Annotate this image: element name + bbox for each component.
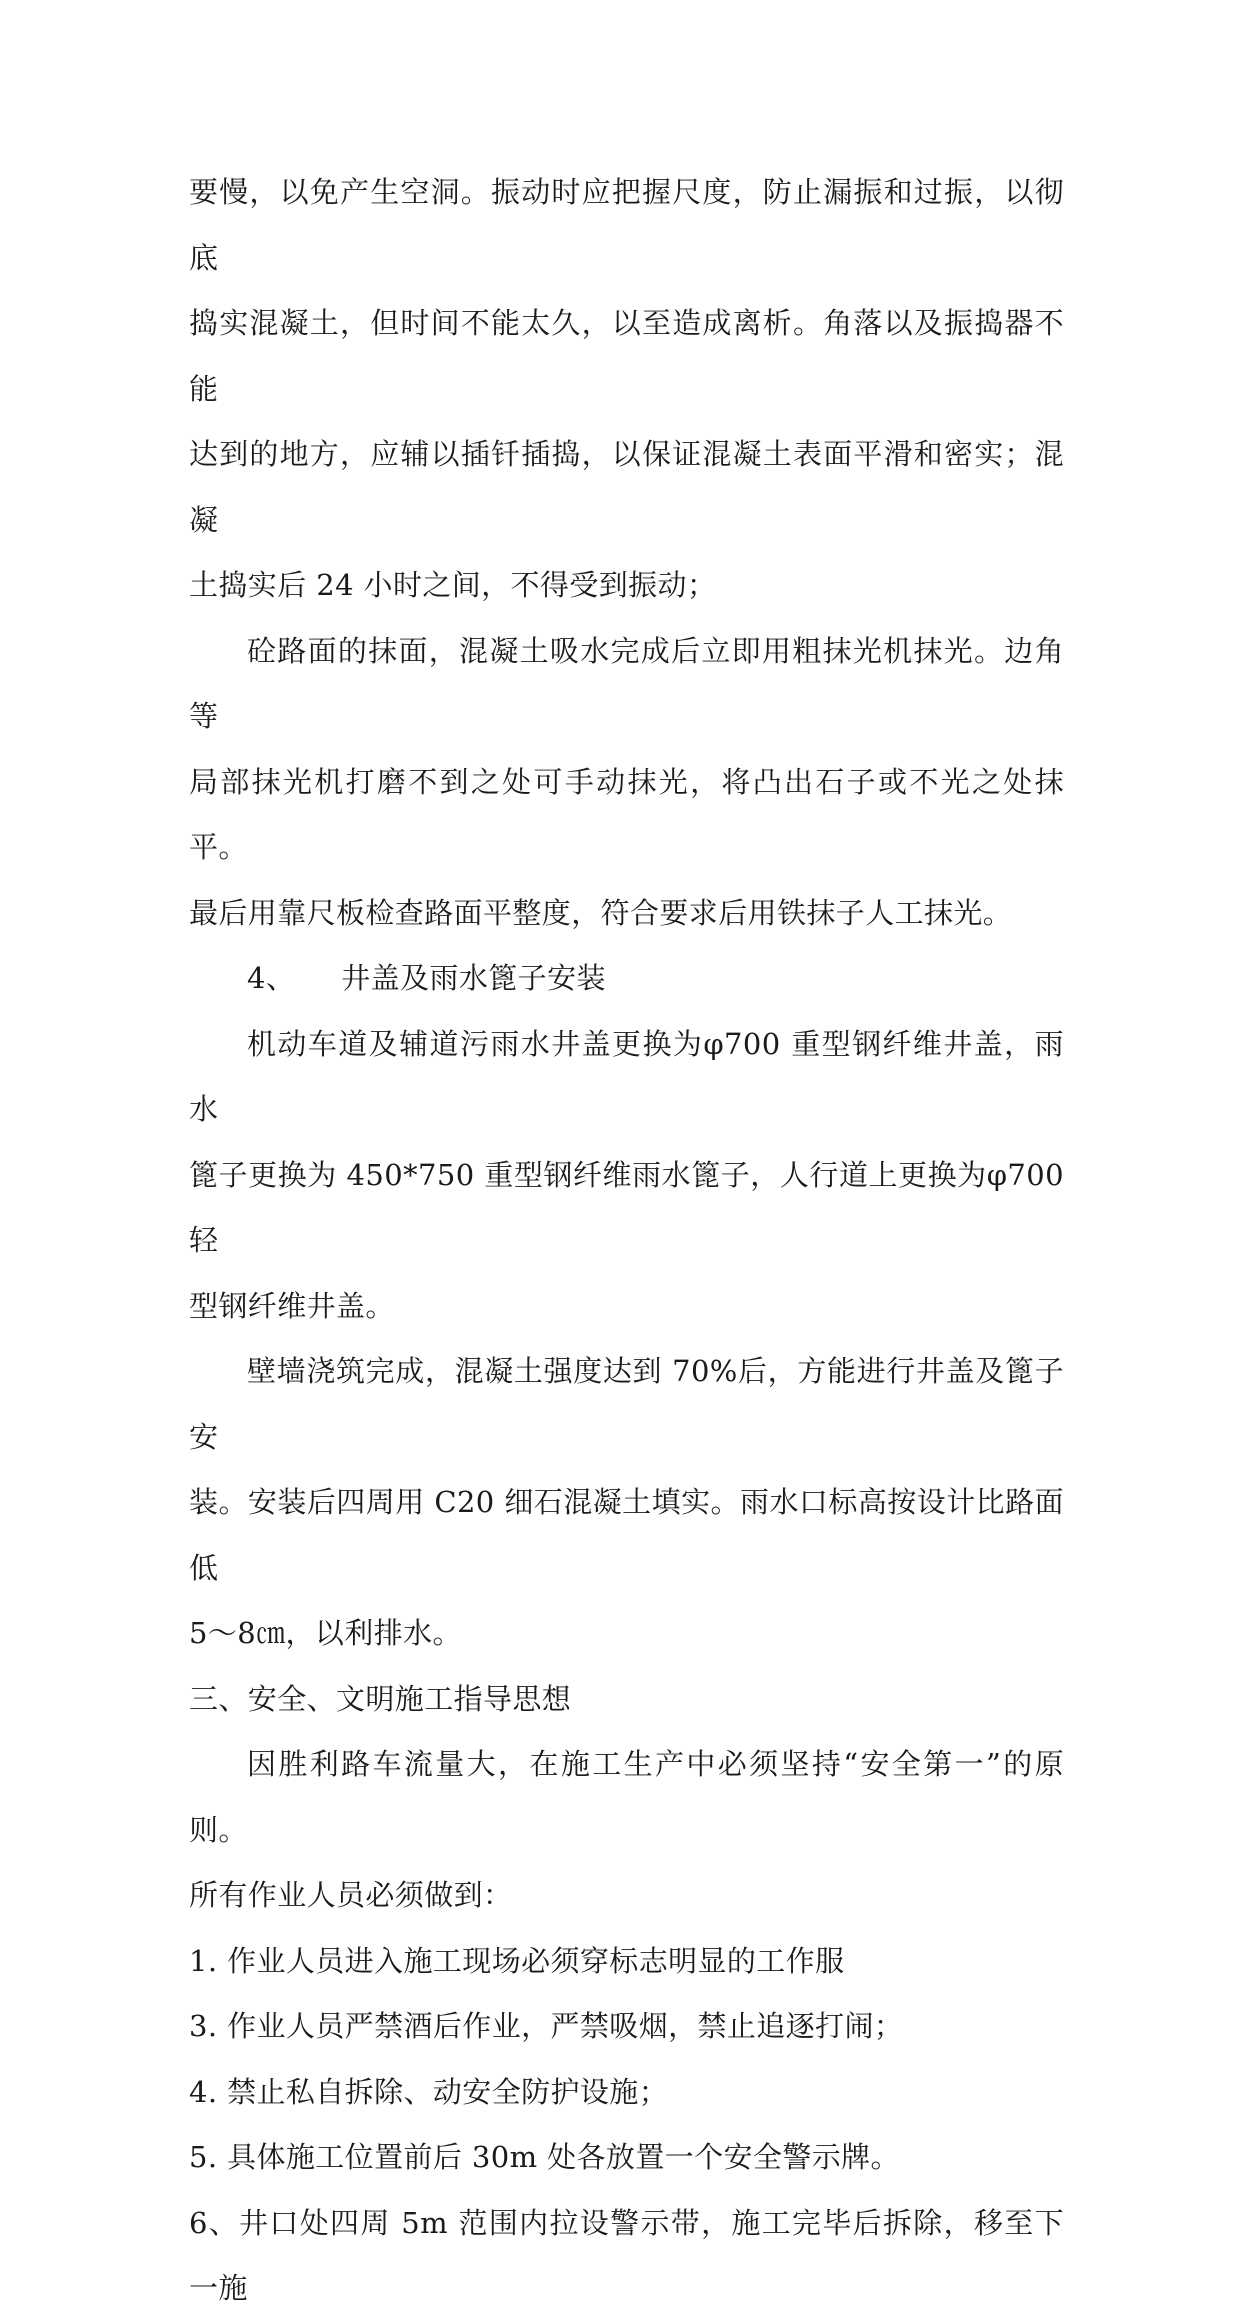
- section-number: 4、: [247, 961, 296, 995]
- section-title: 井盖及雨水篦子安装: [341, 961, 606, 995]
- text-line: 捣实混凝土，但时间不能太久，以至造成离析。角落以及振捣器不能: [189, 306, 1064, 406]
- text-line: 要慢，以免产生空洞。振动时应把握尺度，防止漏振和过振，以彻底: [189, 175, 1064, 275]
- text-line: 壁墙浇筑完成，混凝土强度达到 70%后，方能进行井盖及篦子安: [189, 1354, 1064, 1454]
- list-item: 6、井口处四周 5m 范围内拉设警示带，施工完毕后拆除，移至下一施: [189, 2205, 1064, 2305]
- text-line: 因胜利路车流量大，在施工生产中必须坚持“安全第一”的原则。: [189, 1747, 1064, 1847]
- paragraph-safety-principle: [189, 1732, 1064, 1929]
- text-line: 土捣实后 24 小时之间，不得受到振动；: [189, 568, 717, 602]
- list-item: 4. 禁止私自拆除、动安全防护设施；: [189, 2074, 669, 2109]
- paragraph-manhole-replacement: [189, 1012, 1064, 1340]
- paragraph-installation: [189, 1339, 1064, 1667]
- text-line: 型钢纤维井盖。: [189, 1288, 395, 1323]
- document-body: [189, 160, 1064, 2322]
- text-line: 5～8㎝，以利排水。: [189, 1616, 462, 1650]
- text-line: 局部抹光机打磨不到之处可手动抹光，将凸出石子或不光之处抹平。: [189, 764, 1064, 864]
- paragraph-surface-finish: [189, 619, 1064, 947]
- section-title: 三、安全、文明施工指导思想: [189, 1681, 572, 1716]
- list-item: 3. 作业人员严禁酒后作业，严禁吸烟，禁止追逐打闹；: [189, 2009, 904, 2043]
- paragraph-vibration: [189, 160, 1064, 619]
- section-heading-safety: [189, 1667, 1064, 1733]
- text-line: 所有作业人员必须做到：: [189, 1878, 513, 1912]
- list-item: 1. 作业人员进入施工现场必须穿标志明显的工作服: [189, 1943, 845, 1978]
- text-line: 篦子更换为 450*750 重型钢纤维雨水篦子，人行道上更换为φ700 轻: [189, 1157, 1064, 1257]
- text-line: 最后用靠尺板检查路面平整度，符合要求后用铁抹子人工抹光。: [189, 895, 1013, 930]
- list-item: 5. 具体施工位置前后 30m 处各放置一个安全警示牌。: [189, 2140, 900, 2174]
- text-line: 装。安装后四周用 C20 细石混凝土填实。雨水口标高按设计比路面低: [189, 1485, 1064, 1585]
- text-line: 砼路面的抹面，混凝土吸水完成后立即用粗抹光机抹光。边角等: [189, 633, 1064, 733]
- text-line: 机动车道及辅道污雨水井盖更换为φ700 重型钢纤维井盖，雨水: [189, 1026, 1064, 1126]
- section-heading-manhole: [189, 946, 1064, 1012]
- text-line: 达到的地方，应辅以插钎插捣，以保证混凝土表面平滑和密实；混凝: [189, 437, 1064, 537]
